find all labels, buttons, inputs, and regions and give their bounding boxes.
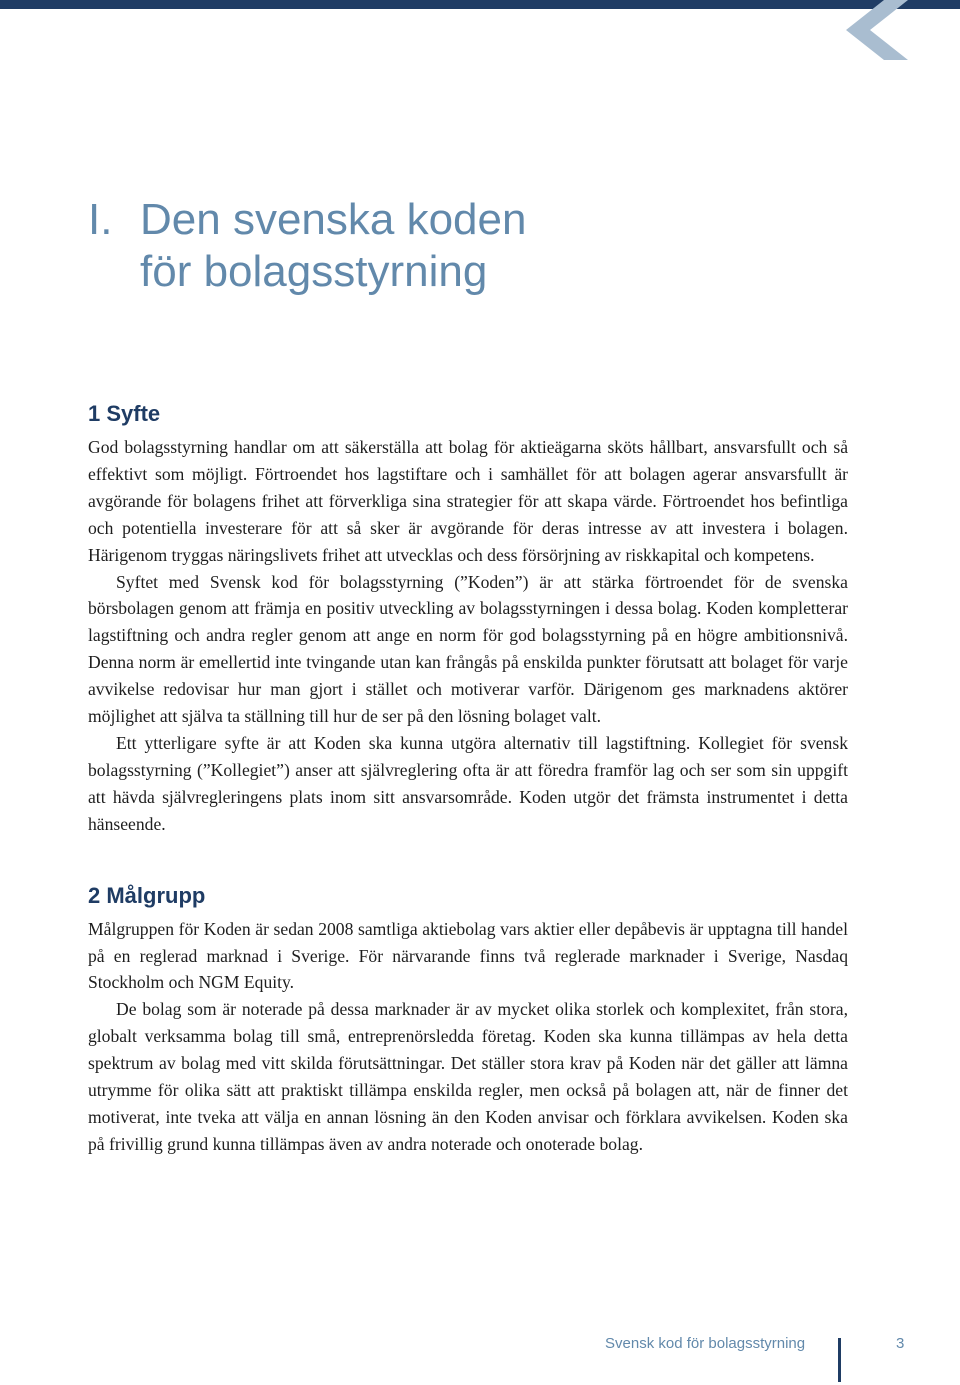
main-content [88, 398, 848, 1158]
section-syfte [88, 398, 848, 838]
section-heading: 2 Målgrupp [88, 882, 206, 908]
paragraph: Målgruppen för Koden är sedan 2008 samtliga aktiebolag vars aktier eller depåbevis är upptagna till handel på en reglerad marknad i Sverige. För närvarande finns två reglerade marknader i Sverige, Nasdaq Stockholm och NGM Equity. [88, 918, 848, 993]
chevron-left-icon [846, 0, 908, 60]
section-malgrupp [88, 880, 848, 1158]
chapter-title-line-1: Den svenska koden [140, 195, 527, 244]
chapter-number: I. [88, 195, 113, 244]
footer-divider [838, 1338, 841, 1382]
chapter-title [140, 194, 526, 298]
paragraph: Ett ytterligare syfte är att Koden ska kunna utgöra alternativ till lagstiftning. Kollegiet för svensk bolagsstyrning (”Kollegiet”) anser att självreglering ofta är att föredra framför lag och ser som sin uppgift att hävda självregleringens plats inom sitt ansvarsområde. Koden utgör det främsta instrumentet i detta hänseende. [88, 732, 848, 834]
section-heading: 1 Syfte [88, 401, 161, 426]
paragraph: Syftet med Svensk kod för bolagsstyrning (”Koden”) är att stärka förtroendet för de svenska börsbolagen genom att främja en positiv utveckling av bolagsstyrningen i dessa bolag. Koden kompletterar lagstiftning och andra regler genom att ange en norm för god bolagsstyrning på en högre ambitionsnivå. Denna norm är emellertid inte tvingande utan kan frångås på enskilda punkter förutsatt att bolaget för varje avvikelse redovisar hur man gjort i stället och motiverar varför. Därigenom ges marknadens aktörer möjlighet att själva ta ställning till hur de ser på den lösning bolaget valt. [88, 571, 848, 727]
top-color-bar [0, 0, 960, 9]
chapter-title-line-2: för bolagsstyrning [140, 247, 488, 296]
paragraph: De bolag som är noterade på dessa marknader är av mycket olika storlek och komplexitet, från stora, globalt verksamma bolag till små, entreprenörsledda företag. Koden ska kunna tillämpas av hela detta spektrum av bolag med vitt skilda förutsättningar. Det ställer stora krav på Koden när det gäller att lämna utrymme för olika sätt att praktiskt tillämpa enskilda regler, men också på bolagen att, när de finner det motiverat, inte tveka att välja en annan lösning än den Koden anvisar och förklara avvikelsen. Koden ska på frivillig grund kunna tillämpas även av andra noterade och onoterade bolag. [88, 999, 848, 1154]
footer-title: Svensk kod för bolagsstyrning [605, 1335, 806, 1352]
page-number: 3 [896, 1335, 905, 1352]
page-footer [600, 1332, 910, 1358]
paragraph: God bolagsstyrning handlar om att säkerställa att bolag för aktieägarna sköts hållbart, ansvarsfullt och så effektivt som möjligt. Förtroendet hos lagstiftare och i samhället för att bolagen agerar ansvarsfullt är avgörande för bolagens frihet att förverkliga sina strategier för att skapa värde. Förtroendet hos befintliga och potentiella investerare för att så sker är avgörande för deras intresse av att investera i bolagen. Härigenom tryggas näringslivets frihet att utvecklas och dess försörjning av riskkapital och kompetens. [88, 437, 848, 565]
